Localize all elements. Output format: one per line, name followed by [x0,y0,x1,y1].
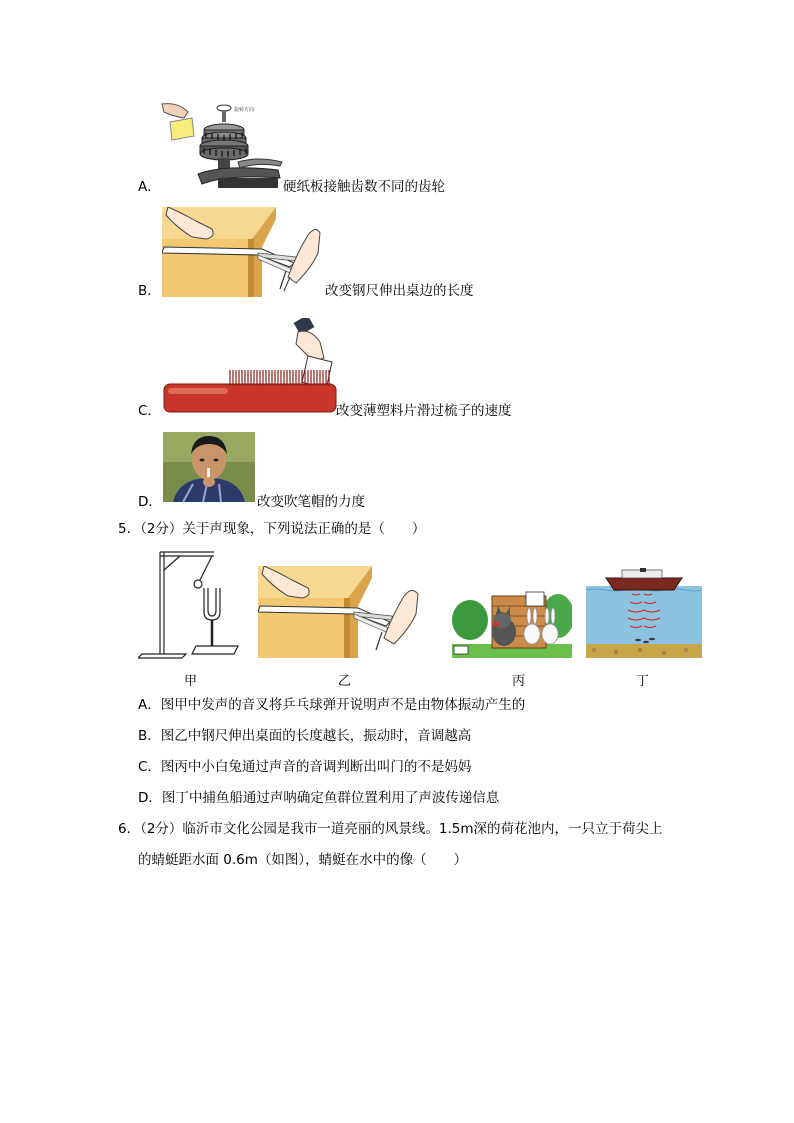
q5-option-b[interactable]: B．图乙中钢尺伸出桌面的长度越长，振动时，音调越高 [138,728,472,744]
option-text: 改变吹笔帽的力度 [257,494,365,510]
comb-figure [160,318,338,414]
figure-label-ding: 丁 [636,673,650,688]
figure-bing-cartoon [452,586,572,658]
figure-yi-ruler [258,566,426,658]
figure-jia-tuning-fork [138,548,246,660]
question-5-stem: 5．（2分）关于声现象，下列说法正确的是（ ） [118,521,426,537]
option-letter: C． [138,403,161,419]
question-6-line-1: 6．（2分）临沂市文化公园是我市一道亮丽的风景线。1.5m深的荷花池内，一只立于荷尖上 [118,821,663,837]
figure-label-bing: 丙 [512,673,526,688]
figure-ding-sonar-boat [586,568,702,658]
option-text: 改变钢尺伸出桌边的长度 [325,283,474,299]
figure-label-jia: 甲 [184,673,198,688]
q5-option-c[interactable]: C．图丙中小白兔通过声音的音调判断出叫门的不是妈妈 [138,759,472,775]
option-letter: B． [138,283,161,299]
gear-sound-figure [158,100,290,192]
option-text: 硬纸板接触齿数不同的齿轮 [283,179,445,195]
ruler-on-table-figure [162,207,322,297]
rotation-label: 旋转方向 [234,107,255,113]
figure-label-yi: 乙 [338,673,352,688]
option-letter: D． [138,494,162,510]
question-6-line-2: 的蜻蜓距水面 0.6m（如图），蜻蜓在水中的像（ ） [138,852,468,868]
option-text: 改变薄塑料片滑过梳子的速度 [336,403,512,419]
q5-option-a[interactable]: A．图甲中发声的音叉将乒乓球弹开说明声不是由物体振动产生的 [138,697,526,713]
q5-option-d[interactable]: D．图丁中捕鱼船通过声呐确定鱼群位置利用了声波传递信息 [138,790,500,806]
boy-blowing-figure [163,432,255,502]
option-letter: A． [138,179,161,195]
